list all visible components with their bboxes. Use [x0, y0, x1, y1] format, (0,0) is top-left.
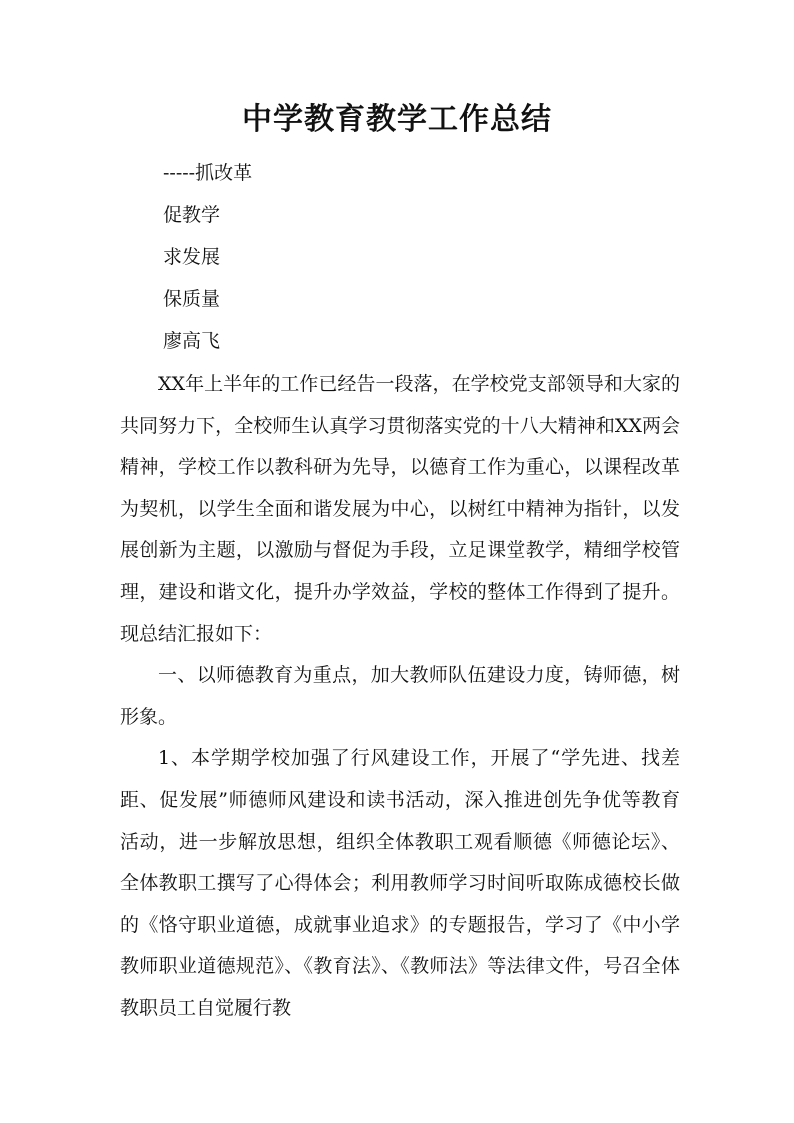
- subheading-3: 求发展: [163, 246, 221, 268]
- document-body: [120, 364, 680, 1030]
- subheading-4: 保质量: [163, 288, 221, 310]
- paragraph-item-1: 1、本学期学校加强了行风建设工作，开展了“学先进、找差距、促发展”师德师风建设和读书活动，深入推进创先争优等教育活动，进一步解放思想，组织全体教职工观看顺德《师德论坛》、全体教职工撰写了心得体会；利用教师学习时间听取陈成德校长做的《恪守职业道德，成就事业追求》的专题报告，学习了《中小学教师职业道德规范》、《教育法》、《教师法》等法律文件，号召全体教职员工自觉履行教: [120, 747, 680, 1019]
- paragraph-intro: XX年上半年的工作已经告一段落，在学校党支部领导和大家的共同努力下，全校师生认真学习贯彻落实党的十八大精神和XX两会精神，学校工作以教科研为先导，以德育工作为重心，以课程改革为契机，以学生全面和谐发展为中心，以树红中精神为指针，以发展创新为主题，以激励与督促为手段，立足课堂教学，精细学校管理，建设和谐文化，提升办学效益，学校的整体工作得到了提升。现总结汇报如下：: [120, 373, 680, 645]
- paragraph-section-heading: 一、以师德教育为重点，加大教师队伍建设力度，铸师德，树形象。: [120, 664, 680, 728]
- author-name: 廖高飞: [163, 330, 221, 352]
- document-title: 中学教育教学工作总结: [242, 102, 552, 137]
- subheading-2: 促教学: [163, 204, 221, 226]
- subheading-1: -----抓改革: [163, 162, 253, 184]
